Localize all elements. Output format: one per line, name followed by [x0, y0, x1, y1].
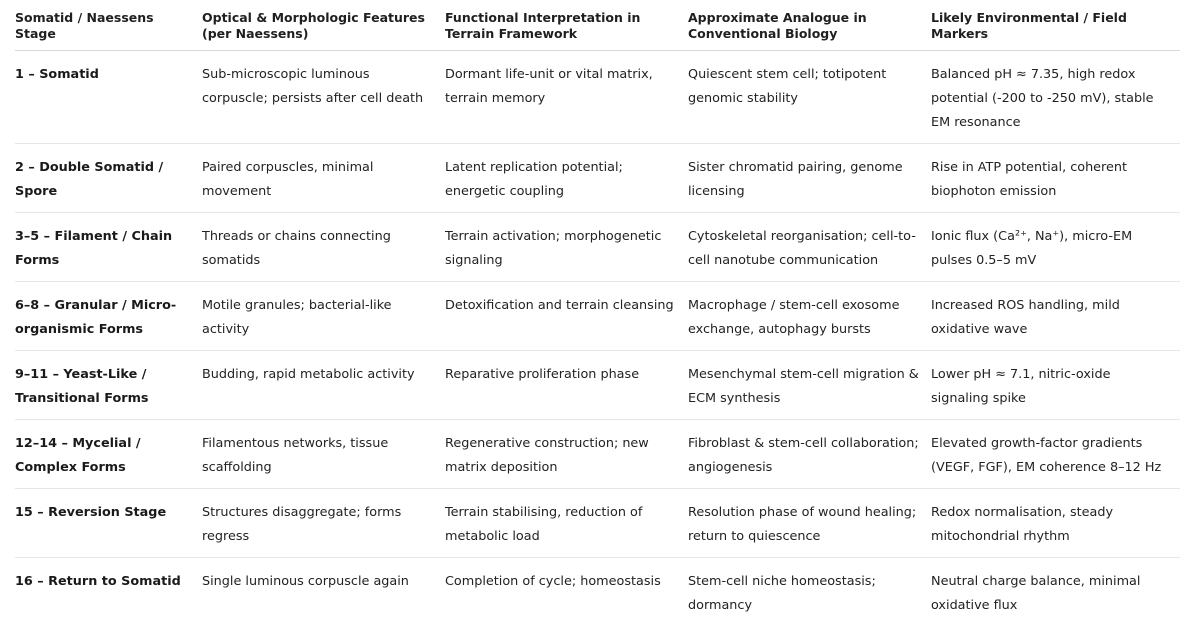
stage-cell — [15, 51, 202, 144]
header-markers: Likely Environmental / Field Markers — [931, 0, 1180, 51]
analogue-cell — [688, 351, 931, 420]
markers-cell — [931, 144, 1180, 213]
markers-text: Ionic flux (Ca²⁺, Na⁺), micro-EM pulses 0.5–5 mV — [931, 225, 1168, 273]
functional-cell — [445, 420, 688, 489]
markers-cell — [931, 51, 1180, 144]
markers-cell — [931, 420, 1180, 489]
markers-cell — [931, 351, 1180, 420]
features-cell — [202, 351, 445, 420]
analogue-text: Stem-cell niche homeostasis; dormancy — [688, 570, 919, 618]
stage-cell — [15, 213, 202, 282]
stage-text: 6–8 – Granular / Micro-organismic Forms — [15, 294, 190, 342]
functional-cell — [445, 489, 688, 558]
functional-text: Terrain activation; morphogenetic signaling — [445, 225, 676, 273]
header-features: Optical & Morphologic Features (per Naessens) — [202, 0, 445, 51]
header-analogue: Approximate Analogue in Conventional Biology — [688, 0, 931, 51]
analogue-text: Mesenchymal stem-cell migration & ECM synthesis — [688, 363, 919, 411]
features-text: Threads or chains connecting somatids — [202, 225, 433, 273]
stage-cell — [15, 144, 202, 213]
header-functional: Functional Interpretation in Terrain Framework — [445, 0, 688, 51]
analogue-text: Resolution phase of wound healing; return to quiescence — [688, 501, 919, 549]
analogue-cell — [688, 420, 931, 489]
analogue-cell — [688, 144, 931, 213]
analogue-text: Quiescent stem cell; totipotent genomic stability — [688, 63, 919, 111]
markers-text: Redox normalisation, steady mitochondrial rhythm — [931, 501, 1168, 549]
functional-cell — [445, 144, 688, 213]
analogue-text: Cytoskeletal reorganisation; cell-to-cell nanotube communication — [688, 225, 919, 273]
features-text: Single luminous corpuscle again — [202, 570, 433, 594]
analogue-cell — [688, 282, 931, 351]
features-text: Filamentous networks, tissue scaffolding — [202, 432, 433, 480]
naessens-stage-table — [15, 0, 1180, 626]
features-cell — [202, 144, 445, 213]
table-row — [15, 51, 1180, 144]
table-row — [15, 351, 1180, 420]
features-text: Paired corpuscles, minimal movement — [202, 156, 433, 204]
features-text: Sub-microscopic luminous corpuscle; persists after cell death — [202, 63, 433, 111]
markers-text: Elevated growth-factor gradients (VEGF, FGF), EM coherence 8–12 Hz — [931, 432, 1168, 480]
functional-text: Completion of cycle; homeostasis — [445, 570, 676, 594]
table-row — [15, 213, 1180, 282]
analogue-text: Sister chromatid pairing, genome licensing — [688, 156, 919, 204]
stage-cell — [15, 351, 202, 420]
stage-cell — [15, 489, 202, 558]
functional-text: Reparative proliferation phase — [445, 363, 676, 387]
stage-text: 15 – Reversion Stage — [15, 501, 190, 525]
table-row — [15, 282, 1180, 351]
markers-text: Increased ROS handling, mild oxidative wave — [931, 294, 1168, 342]
stage-text: 16 – Return to Somatid — [15, 570, 190, 594]
features-text: Budding, rapid metabolic activity — [202, 363, 433, 387]
functional-cell — [445, 51, 688, 144]
table-row — [15, 144, 1180, 213]
features-cell — [202, 489, 445, 558]
functional-text: Latent replication potential; energetic coupling — [445, 156, 676, 204]
functional-cell — [445, 282, 688, 351]
stage-text: 12–14 – Mycelial / Complex Forms — [15, 432, 190, 480]
analogue-cell — [688, 489, 931, 558]
features-text: Structures disaggregate; forms regress — [202, 501, 433, 549]
features-cell — [202, 420, 445, 489]
functional-text: Regenerative construction; new matrix deposition — [445, 432, 676, 480]
table-body — [15, 51, 1180, 626]
functional-text: Dormant life-unit or vital matrix, terrain memory — [445, 63, 676, 111]
analogue-cell — [688, 51, 931, 144]
functional-cell — [445, 351, 688, 420]
features-cell — [202, 282, 445, 351]
markers-text: Rise in ATP potential, coherent biophoton emission — [931, 156, 1168, 204]
functional-text: Detoxification and terrain cleansing — [445, 294, 676, 318]
header-stage: Somatid / Naessens Stage — [15, 0, 202, 51]
table-row — [15, 489, 1180, 558]
stage-text: 1 – Somatid — [15, 63, 190, 87]
stage-text: 3–5 – Filament / Chain Forms — [15, 225, 190, 273]
stage-cell — [15, 282, 202, 351]
features-cell — [202, 51, 445, 144]
table-row — [15, 420, 1180, 489]
analogue-text: Fibroblast & stem-cell collaboration; angiogenesis — [688, 432, 919, 480]
markers-text: Neutral charge balance, minimal oxidative flux — [931, 570, 1168, 618]
table-header — [15, 0, 1180, 51]
markers-text: Lower pH ≈ 7.1, nitric-oxide signaling spike — [931, 363, 1168, 411]
functional-cell — [445, 213, 688, 282]
analogue-text: Macrophage / stem-cell exosome exchange, autophagy bursts — [688, 294, 919, 342]
stage-cell — [15, 420, 202, 489]
features-cell — [202, 213, 445, 282]
functional-text: Terrain stabilising, reduction of metabolic load — [445, 501, 676, 549]
markers-text: Balanced pH ≈ 7.35, high redox potential (-200 to -250 mV), stable EM resonance — [931, 63, 1168, 135]
header-row — [15, 0, 1180, 51]
stage-text: 9–11 – Yeast-Like / Transitional Forms — [15, 363, 190, 411]
analogue-cell — [688, 213, 931, 282]
markers-cell — [931, 213, 1180, 282]
markers-cell — [931, 489, 1180, 558]
markers-cell — [931, 282, 1180, 351]
stage-text: 2 – Double Somatid / Spore — [15, 156, 190, 204]
features-text: Motile granules; bacterial-like activity — [202, 294, 433, 342]
